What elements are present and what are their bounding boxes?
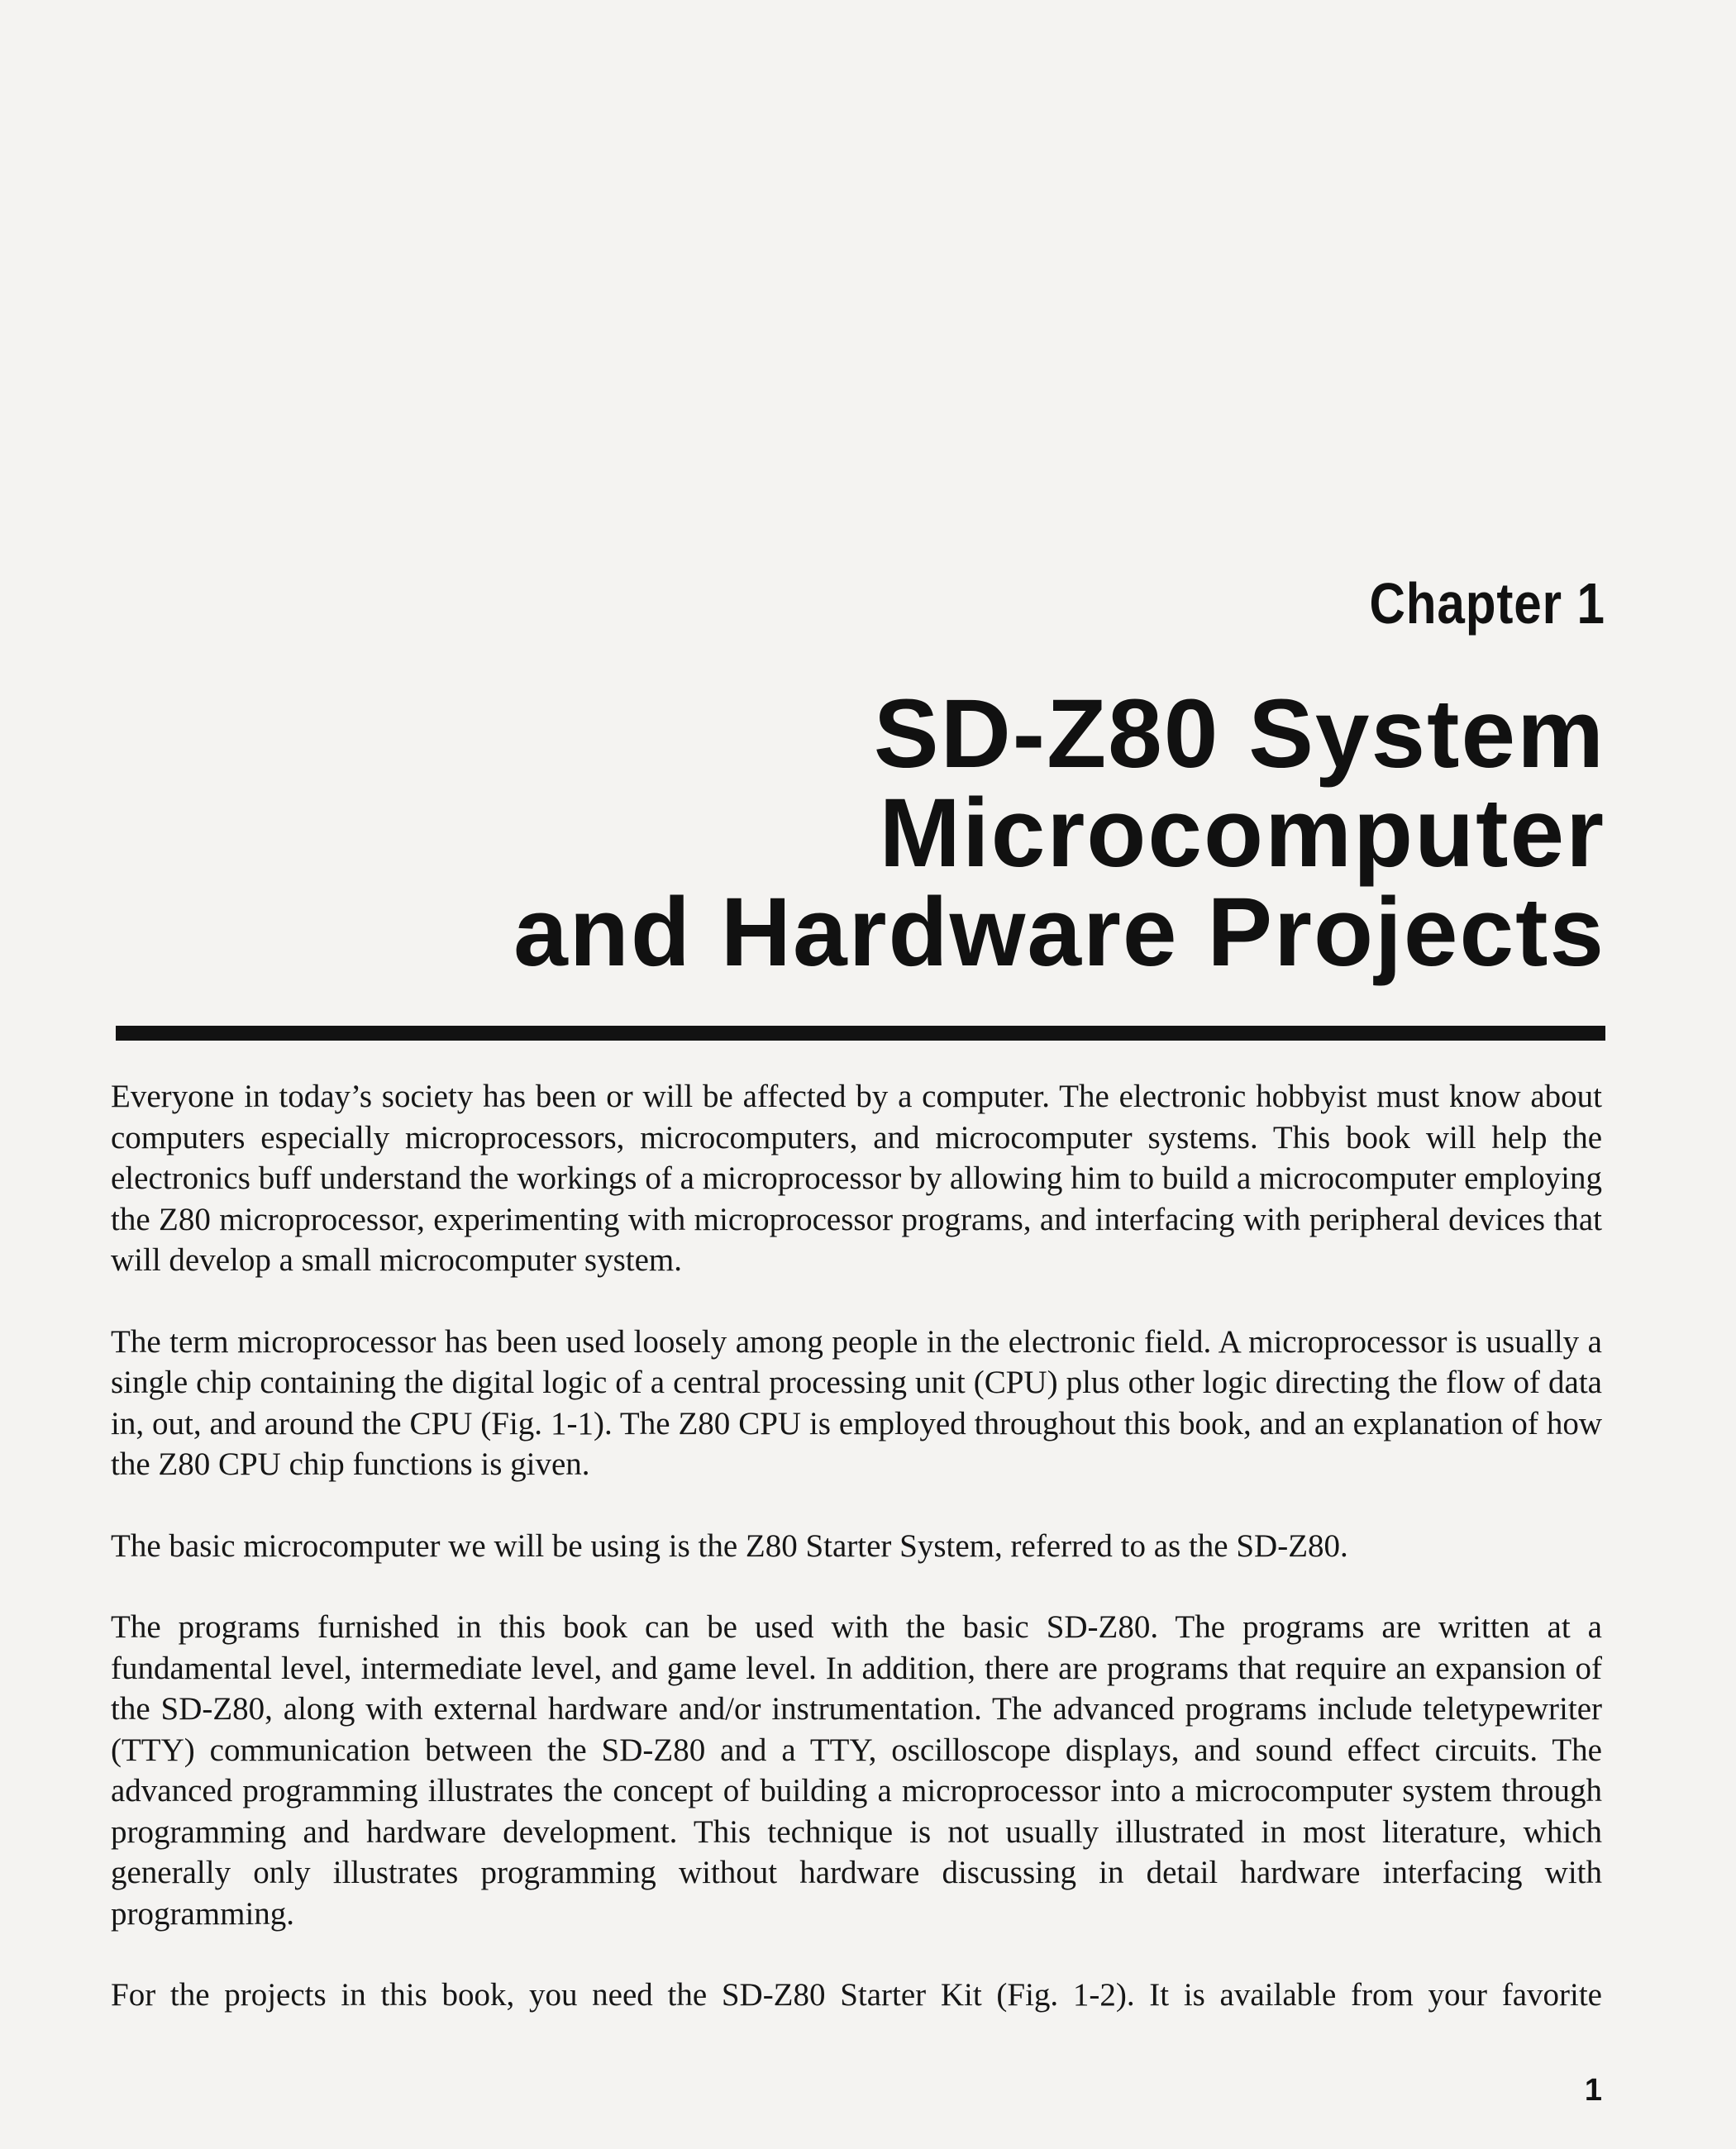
paragraph-5: For the projects in this book, you need the SD-Z80 Starter Kit (Fig. 1-2). It is available from your favorite (111, 1977, 1602, 2013)
chapter-title (283, 679, 1605, 987)
page-number: 1 (1584, 2073, 1602, 2108)
chapter-title-line-1: SD-Z80 System (873, 679, 1605, 789)
paragraph-3: The basic microcomputer we will be using is the Z80 Starter System, referred to as the SD-Z80. (111, 1527, 1348, 1564)
chapter-title-line-2: Microcomputer (879, 779, 1605, 888)
paragraph-4: The programs furnished in this book can be used with the basic SD-Z80. The programs are written at a fundamental level, intermediate level, and game level. In addition, there are programs that require an expansion of the SD-Z80, along with external hardware and/or instrumentation. The advanced programs include teletypewriter (TTY) communication between the SD-Z80 and a TTY, oscilloscope displays, and sound effect circuits. The advanced programming illustrates the concept of building a microprocessor into a microcomputer system through programming and hardware development. This technique is not usually illustrated in most literature, which generally only illustrates programming without hardware discussing in detail hardware interfacing with programming. (111, 1609, 1602, 1932)
body-text (111, 1076, 1602, 2016)
paragraph-2: The term microprocessor has been used loosely among people in the electronic field. A microprocessor is usually a single chip containing the digital logic of a central processing unit (CPU) plus other logic directing the flow of data in, out, and around the CPU (Fig. 1-1). The Z80 CPU is employed throughout this book, and an explanation of how the Z80 CPU chip functions is given. (111, 1323, 1602, 1482)
title-rule (116, 1026, 1605, 1041)
chapter-label: Chapter 1 (1369, 571, 1605, 636)
paragraph-1: Everyone in today’s society has been or will be affected by a computer. The electronic hobbyist must know about computers especially microprocessors, microcomputers, and microcomputer systems. This book will help the electronics buff understand the workings of a microprocessor by allowing him to build a microcomputer employing the Z80 microprocessor, experimenting with microprocessor programs, and interfacing with peripheral devices that will develop a small microcomputer system. (111, 1079, 1602, 1278)
chapter-title-line-3: and Hardware Projects (513, 878, 1605, 987)
